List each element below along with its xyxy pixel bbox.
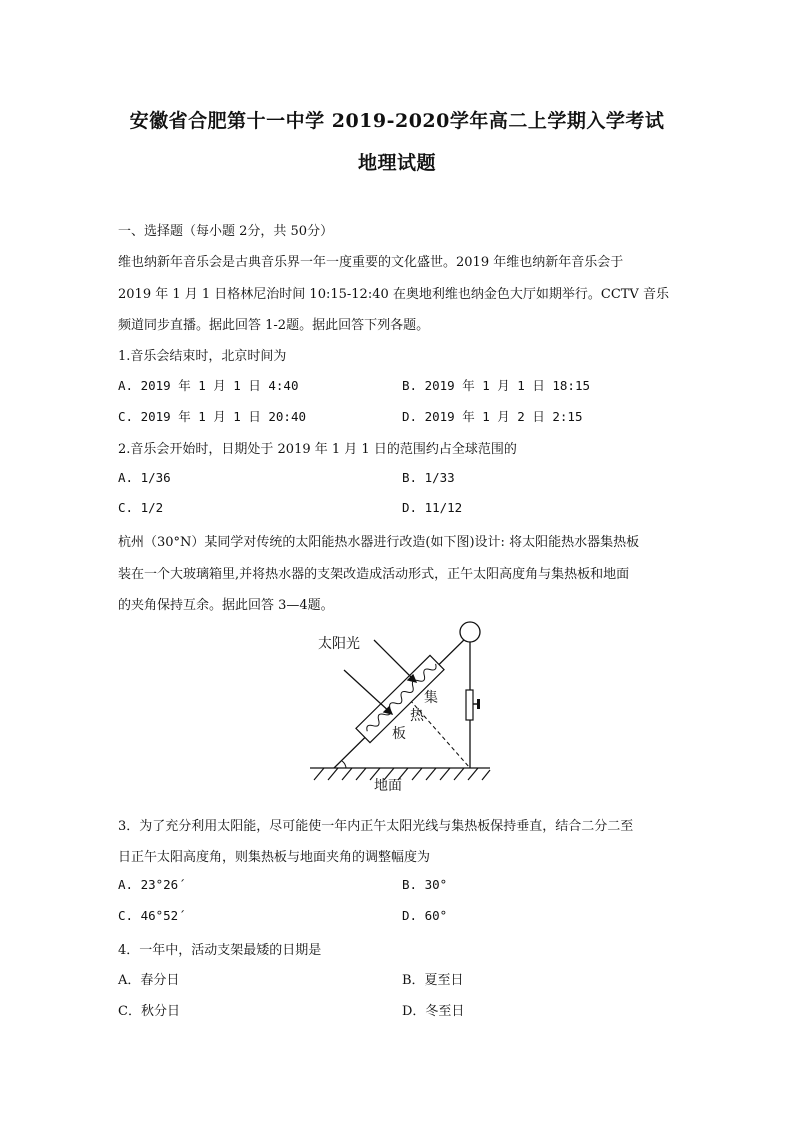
q1-option-c: C. 2019 年 1 月 1 日 20:40 (118, 409, 307, 424)
clamp (466, 690, 473, 720)
q3-stem-line2: 日正午太阳高度角，则集热板与地面夹角的调整幅度为 (118, 850, 431, 865)
panel-label-3: 板 (392, 725, 406, 741)
passage1-line: 2019 年 1 月 1 日格林尼治时间 10:15-12:40 在奥地利维也纳金色大厅如期举行。CCTV 音乐 (118, 287, 669, 302)
q3-option-a: A. 23°26´ (118, 877, 186, 892)
q2-option-d: D. 11/12 (402, 500, 463, 515)
q1-option-b: B. 2019 年 1 月 1 日 18:15 (402, 378, 591, 393)
q3-option-b: B. 30° (402, 877, 448, 892)
q2-option-b: B. 1/33 (402, 470, 455, 485)
pulley-circle (460, 622, 480, 642)
passage2-line: 的夹角保持互余。据此回答 3—4题。 (118, 598, 334, 613)
panel-label-1: 集 (424, 689, 438, 705)
ground-label: 地面 (374, 777, 402, 792)
panel-label-2: 热 (410, 707, 424, 723)
q1-option-d: D. 2019 年 1 月 2 日 2:15 (402, 409, 583, 424)
sunlight-label: 太阳光 (318, 635, 360, 651)
q2-stem: 2.音乐会开始时，日期处于 2019 年 1 月 1 日的范围约占全球范围的 (118, 442, 517, 457)
q3-option-d: D. 60° (402, 908, 448, 923)
page-title-line1: 安徽省合肥第十一中学 2019-2020学年高二上学期入学考试 (129, 110, 665, 132)
passage1-line: 频道同步直播。据此回答 1-2题。据此回答下列各题。 (118, 318, 430, 333)
q1-option-a: A. 2019 年 1 月 1 日 4:40 (118, 378, 299, 393)
q4-option-c: C．秋分日 (118, 1004, 180, 1019)
q4-option-d: D．冬至日 (402, 1004, 465, 1019)
q3-option-c: C. 46°52´ (118, 908, 186, 923)
q4-option-a: A．春分日 (118, 973, 180, 988)
angle-arc (342, 761, 346, 768)
section-heading: 一、选择题（每小题 2分，共 50分） (118, 224, 334, 239)
q3-stem-line1: 3．为了充分利用太阳能，尽可能使一年内正午太阳光线与集热板保持垂直，结合二分二至 (118, 819, 634, 834)
q4-stem: 4．一年中，活动支架最矮的日期是 (118, 943, 322, 958)
q1-stem: 1.音乐会结束时，北京时间为 (118, 349, 287, 364)
page-title-line2: 地理试题 (357, 152, 436, 174)
passage2-line: 装在一个大玻璃箱里,并将热水器的支架改造成活动形式，正午太阳高度角与集热板和地面 (118, 567, 630, 582)
passage1-line: 维也纳新年音乐会是古典音乐界一年一度重要的文化盛世。2019 年维也纳新年音乐会于 (118, 255, 624, 270)
q4-option-b: B．夏至日 (402, 973, 464, 988)
passage2-line: 杭州（30°N）某同学对传统的太阳能热水器进行改造(如下图)设计: 将太阳能热水器集热板 (118, 535, 640, 550)
solar-heater-figure (300, 612, 500, 792)
q2-option-c: C. 1/2 (118, 500, 164, 515)
q2-option-a: A. 1/36 (118, 470, 171, 485)
